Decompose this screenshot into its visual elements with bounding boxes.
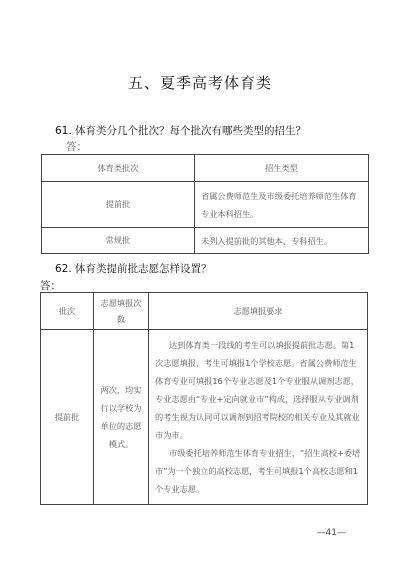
- requirements-cell: [149, 330, 368, 505]
- volunteer-table: [40, 292, 368, 505]
- requirement-paragraph-1: 达到体育类一段线的考生可以填报提前批志愿。第1次志愿填报，考生可填报1个学校志愿。省属公费师范生体育专业可填报16个专业志愿及1个专业服从调剂志愿，专业志愿由“专业+定向就业市”构成，选择服从专业调剂的考生视为认同可以调剂到招考院校的相关专业及其就业市为市。: [155, 340, 360, 440]
- header-count: 志愿填报次数: [94, 293, 149, 330]
- header-batch: 批次: [41, 293, 94, 330]
- requirement-paragraph-2: 市级委托培养师范生体育专业招生，“招生高校+委培市”为一个独立的高校志愿，考生可填报1个高校志愿和1个专业志愿。: [155, 448, 361, 494]
- count-cell: 两次，均实行以学校为单位的志愿模式。: [94, 330, 149, 505]
- question-62: 62. 体育类提前批志愿怎样设置？: [55, 263, 212, 275]
- table-header-row: [41, 293, 368, 330]
- types-cell: 未列入提前批的其他本、专科招生。: [195, 228, 369, 254]
- batch-cell: 提前批: [42, 182, 195, 228]
- question-61: 61. 体育类分几个批次？每个批次有哪些类型的招生？: [55, 125, 307, 137]
- table-row: [42, 228, 369, 254]
- header-requirements: 志愿填报要求: [149, 293, 368, 330]
- answer-label-62: 答：: [40, 280, 61, 292]
- page-number: —41—: [316, 528, 346, 538]
- section-title: 五、夏季高考体育类: [127, 74, 272, 92]
- types-cell: 省属公费师范生及市级委托培养师范生体育专业本科招生。: [195, 182, 369, 228]
- header-types: 招生类型: [195, 155, 369, 182]
- batch-cell: 常规批: [42, 228, 195, 254]
- table-row: [42, 182, 369, 228]
- batch-cell: 提前批: [41, 330, 94, 505]
- table-row: [41, 330, 368, 505]
- answer-label-61: 答：: [66, 141, 87, 153]
- table-header-row: [42, 155, 369, 182]
- batch-types-table: [41, 154, 369, 254]
- header-batch: 体育类批次: [42, 155, 195, 182]
